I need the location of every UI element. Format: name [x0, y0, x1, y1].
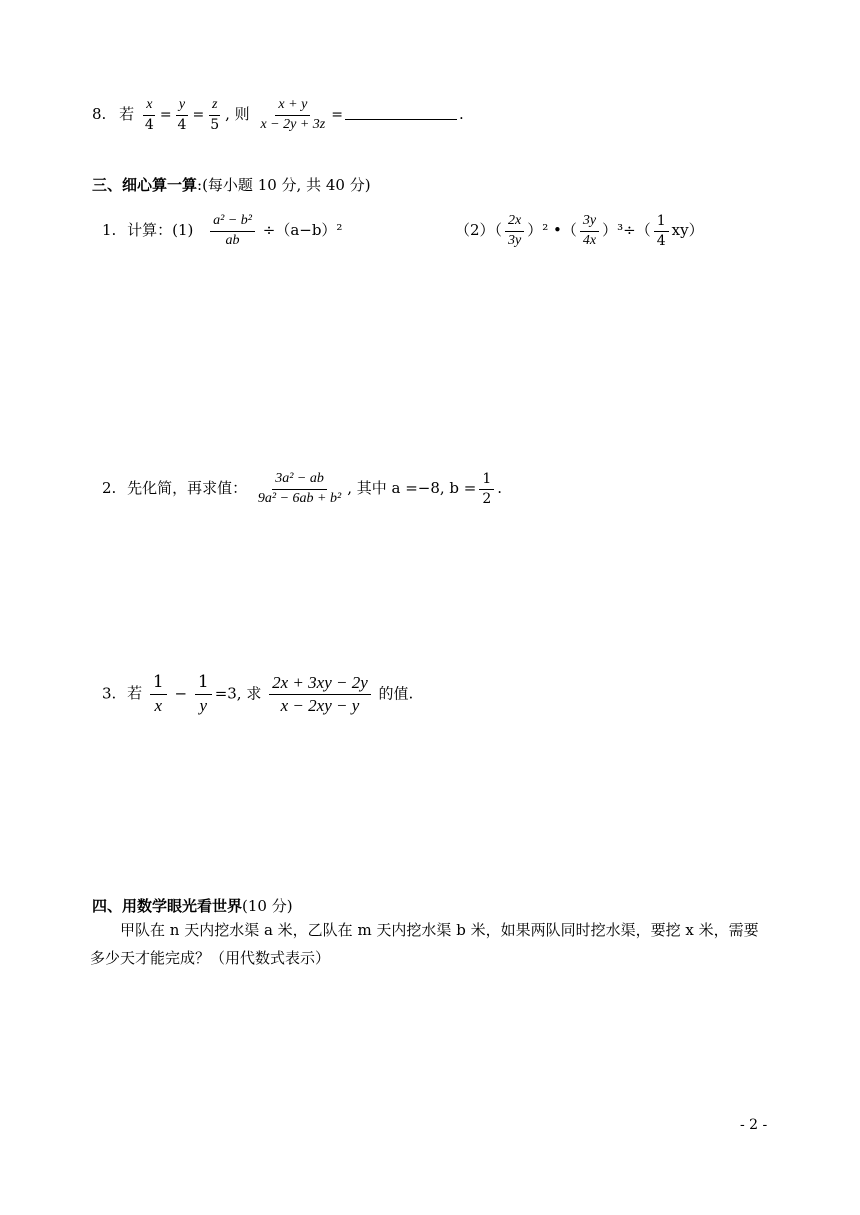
problem-label: 先化简，再求值：	[127, 479, 248, 498]
section-4-heading	[92, 895, 293, 916]
fraction-expression: $\frac{x + y}{x - 2y + 3z}$	[260, 97, 326, 132]
fraction-3y-over-4x: $\frac{3y}{4x}$	[580, 214, 599, 248]
problem-label: 计算：(1)	[127, 221, 194, 240]
fraction-1-over-x: $\frac{1}{x}$	[150, 674, 167, 715]
problem-number: 2.	[102, 479, 117, 498]
question-number: 8.	[92, 105, 107, 124]
section-note: :(每小题 10 分, 共 40 分)	[197, 176, 371, 194]
fraction-y-over-4: $\frac{y}{4}$	[177, 97, 187, 133]
problem-2: 2. 先化简，再求值： $\frac{\text{3a² − ab}}{\text{9a² − 6ab + b²}}$ , 其中 a =−8, b = $\frac{1}{2}$ .	[102, 471, 503, 507]
answer-blank	[345, 105, 457, 120]
problem-number: 1.	[102, 221, 117, 240]
fraction-1-over-2: $\frac{1}{2}$	[479, 472, 494, 506]
section-title: 四、用数学眼光看世界	[92, 897, 243, 915]
question-prefix: 若	[119, 105, 135, 124]
fraction-z-over-5: $\frac{z}{5}$	[210, 97, 220, 133]
section-4-problem	[90, 916, 770, 972]
problem-1-part-2: （2）（ $\frac{2x}{3y}$ ）² •（ $\frac{3y}{4x}$ ）³÷（ $\frac{1}{4}$ xy）	[455, 213, 704, 249]
section-3-heading	[92, 174, 371, 195]
fraction-2x-over-3y: $\frac{2x}{3y}$	[505, 214, 524, 248]
fraction-1-over-y: $\frac{1}{y}$	[195, 674, 212, 715]
problem-1	[102, 214, 342, 248]
problem-3: 3. 若 $\frac{1}{x}$ − $\frac{1}{y}$ =3, 求 $\frac{2x + 3xy - 2y}{x - 2xy - y}$ 的值.	[102, 672, 414, 715]
problem-text: 甲队在 n 天内挖水渠 a 米，乙队在 m 天内挖水渠 b 米，如果两队同时挖水渠，要挖 x 米，需要多少天才能完成？（用代数式表示）	[90, 921, 759, 967]
fraction-1-over-4: $\frac{1}{4}$	[654, 214, 669, 248]
fraction-x-over-4: $\frac{x}{4}$	[144, 97, 154, 133]
fraction-a2-b2-over-ab: $\frac{\text{a² − b²}}{ab}$	[210, 214, 255, 248]
condition-text: , 其中 a =−8, b =	[347, 479, 477, 498]
fraction-simplify-expression: $\frac{\text{3a² − ab}}{\text{9a² − 6ab + b²}}$	[257, 471, 342, 506]
question-8: 8. 若 $\frac{x}{4}$ = $\frac{y}{4}$ = $\frac{z}{5}$ , 则 $\frac{x + y}{x - 2y + 3z}$ = .	[92, 97, 464, 133]
section-note: (10 分)	[242, 897, 293, 915]
section-title: 三、细心算一算	[92, 176, 198, 194]
then-label: , 则	[225, 105, 250, 124]
page-number: - 2 -	[740, 1117, 768, 1133]
fraction-target-expression: $\frac{2x + 3xy - 2y}{x - 2xy - y}$	[269, 674, 371, 715]
divide-expression: ÷（a−b）²	[262, 221, 343, 240]
problem-suffix: 的值.	[378, 684, 414, 703]
problem-prefix: 若	[127, 684, 143, 703]
problem-number: 3.	[102, 684, 117, 703]
